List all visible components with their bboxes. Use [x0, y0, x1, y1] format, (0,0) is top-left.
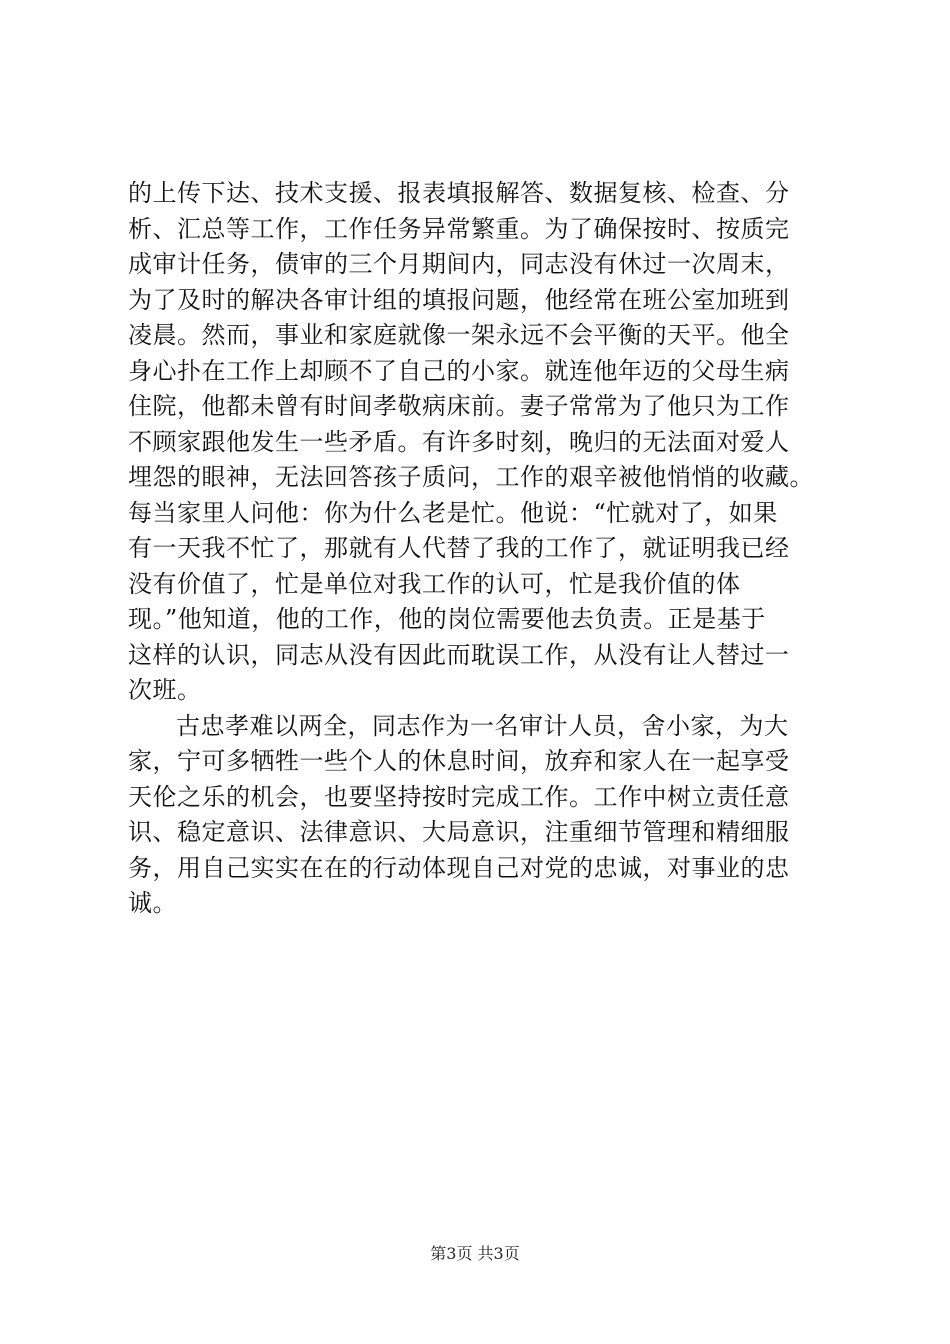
page-number: 第3页 共3页 — [430, 1244, 520, 1263]
text-line: 析、汇总等工作，工作任务异常繁重。为了确保按时、按质完 — [128, 214, 790, 243]
text-line: 为了及时的解决各审计组的填报问题，他经常在班公室加班到 — [128, 285, 790, 314]
page-footer — [0, 1242, 950, 1266]
text-line: 识、稳定意识、法律意识、大局意识，注重细节管理和精细服 — [128, 818, 790, 846]
text-line: 成审计任务，债审的三个月期间内，同志没有休过一次周末， — [128, 250, 790, 278]
text-line: 的上传下达、技术支援、报表填报解答、数据复核、检查、分 — [128, 179, 790, 207]
paragraph-first-line: 古忠孝难以两全，同志作为一名审计人员，舍小家，为大 — [176, 711, 789, 740]
text-line: 务，用自己实实在在的行动体现自己对党的忠诚，对事业的忠 — [128, 853, 790, 882]
text-line: 有一天我不忙了，那就有人代替了我的工作了，就证明我已经 — [128, 534, 790, 562]
text-line: 不顾家跟他发生一些矛盾。有许多时刻，晚归的无法面对爱人 — [128, 427, 790, 456]
text-line: 没有价值了，忙是单位对我工作的认可，忙是我价值的体 — [128, 569, 741, 598]
text-line: 住院，他都未曾有时间孝敬病床前。妻子常常为了他只为工作 — [128, 392, 790, 420]
text-line: 埋怨的眼神，无法回答孩子质问，工作的艰辛被他悄悄的收藏。 — [128, 463, 814, 491]
text-line: 凌晨。然而，事业和家庭就像一架永远不会平衡的天平。他全 — [128, 321, 790, 349]
text-line: 家，宁可多牺牲一些个人的休息时间，放弃和家人在一起享受 — [128, 747, 790, 775]
text-line: 身心扑在工作上却顾不了自己的小家。就连他年迈的父母生病 — [128, 356, 790, 385]
text-line: 诚。 — [128, 889, 177, 917]
text-line: 每当家里人问他：你为什么老是忙。他说：“忙就对了，如果 — [128, 498, 778, 527]
text-line: 现。”他知道，他的工作，他的岗位需要他去负责。正是基于 — [128, 605, 766, 633]
text-line: 天伦之乐的机会，也要坚持按时完成工作。工作中树立责任意 — [128, 782, 790, 811]
text-line: 次班。 — [128, 676, 202, 704]
text-line: 这样的认识，同志从没有因此而耽误工作，从没有让人替过一 — [128, 640, 790, 669]
body-text — [128, 176, 828, 922]
